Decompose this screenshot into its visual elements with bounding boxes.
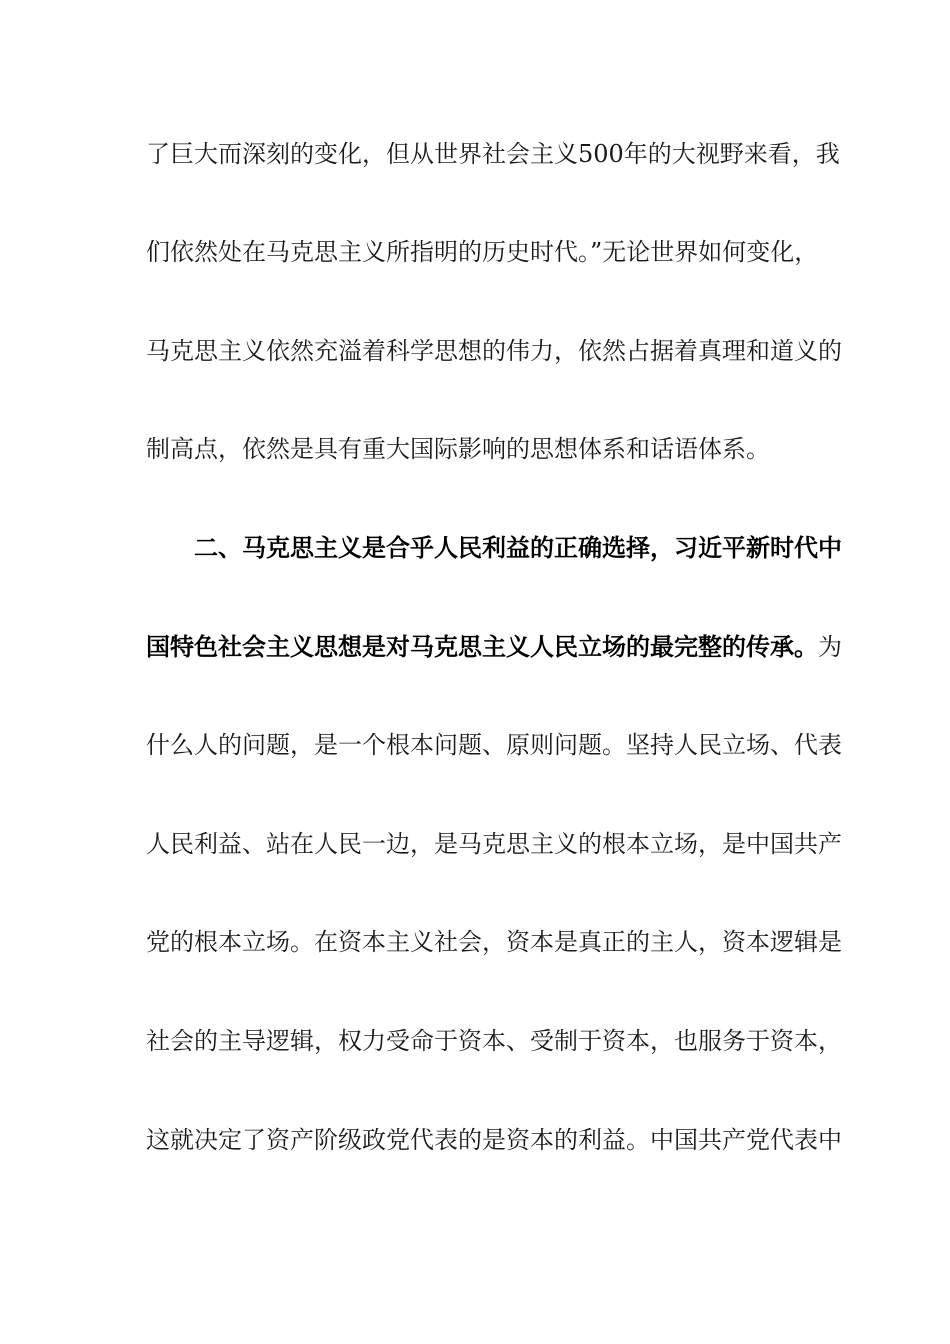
body-text-line: 党的根本立场。在资本主义社会，资本是真正的主人，资本逻辑是 (146, 928, 842, 956)
body-text-line: 了巨大而深刻的变化，但从世界社会主义500年的大视野来看，我 (146, 140, 840, 168)
body-text-line: 什么人的问题，是一个根本问题、原则问题。坚持人民立场、代表 (146, 731, 842, 759)
body-text-fragment: 为 (818, 633, 842, 661)
body-text-line: 们依然处在马克思主义所指明的历史时代。”无论世界如何变化， (146, 238, 819, 266)
body-text-line: 制高点，依然是具有重大国际影响的思想体系和话语体系。 (146, 435, 770, 463)
body-text-line: 这就决定了资产阶级政党代表的是资本的利益。中国共产党代表中 (146, 1126, 842, 1154)
section-heading-line: 二、马克思主义是合乎人民利益的正确选择，习近平新时代中 (194, 533, 842, 562)
body-text-line: 人民利益、站在人民一边，是马克思主义的根本立场，是中国共产 (146, 830, 842, 858)
body-text-line: 马克思主义依然充溢着科学思想的伟力，依然占据着真理和道义的 (146, 337, 842, 365)
body-text-line: 社会的主导逻辑，权力受命于资本、受制于资本，也服务于资本， (146, 1027, 842, 1055)
section-heading-continuation: 国特色社会主义思想是对马克思主义人民立场的最完整的传承。 (146, 632, 818, 661)
mixed-text-line (146, 627, 842, 667)
